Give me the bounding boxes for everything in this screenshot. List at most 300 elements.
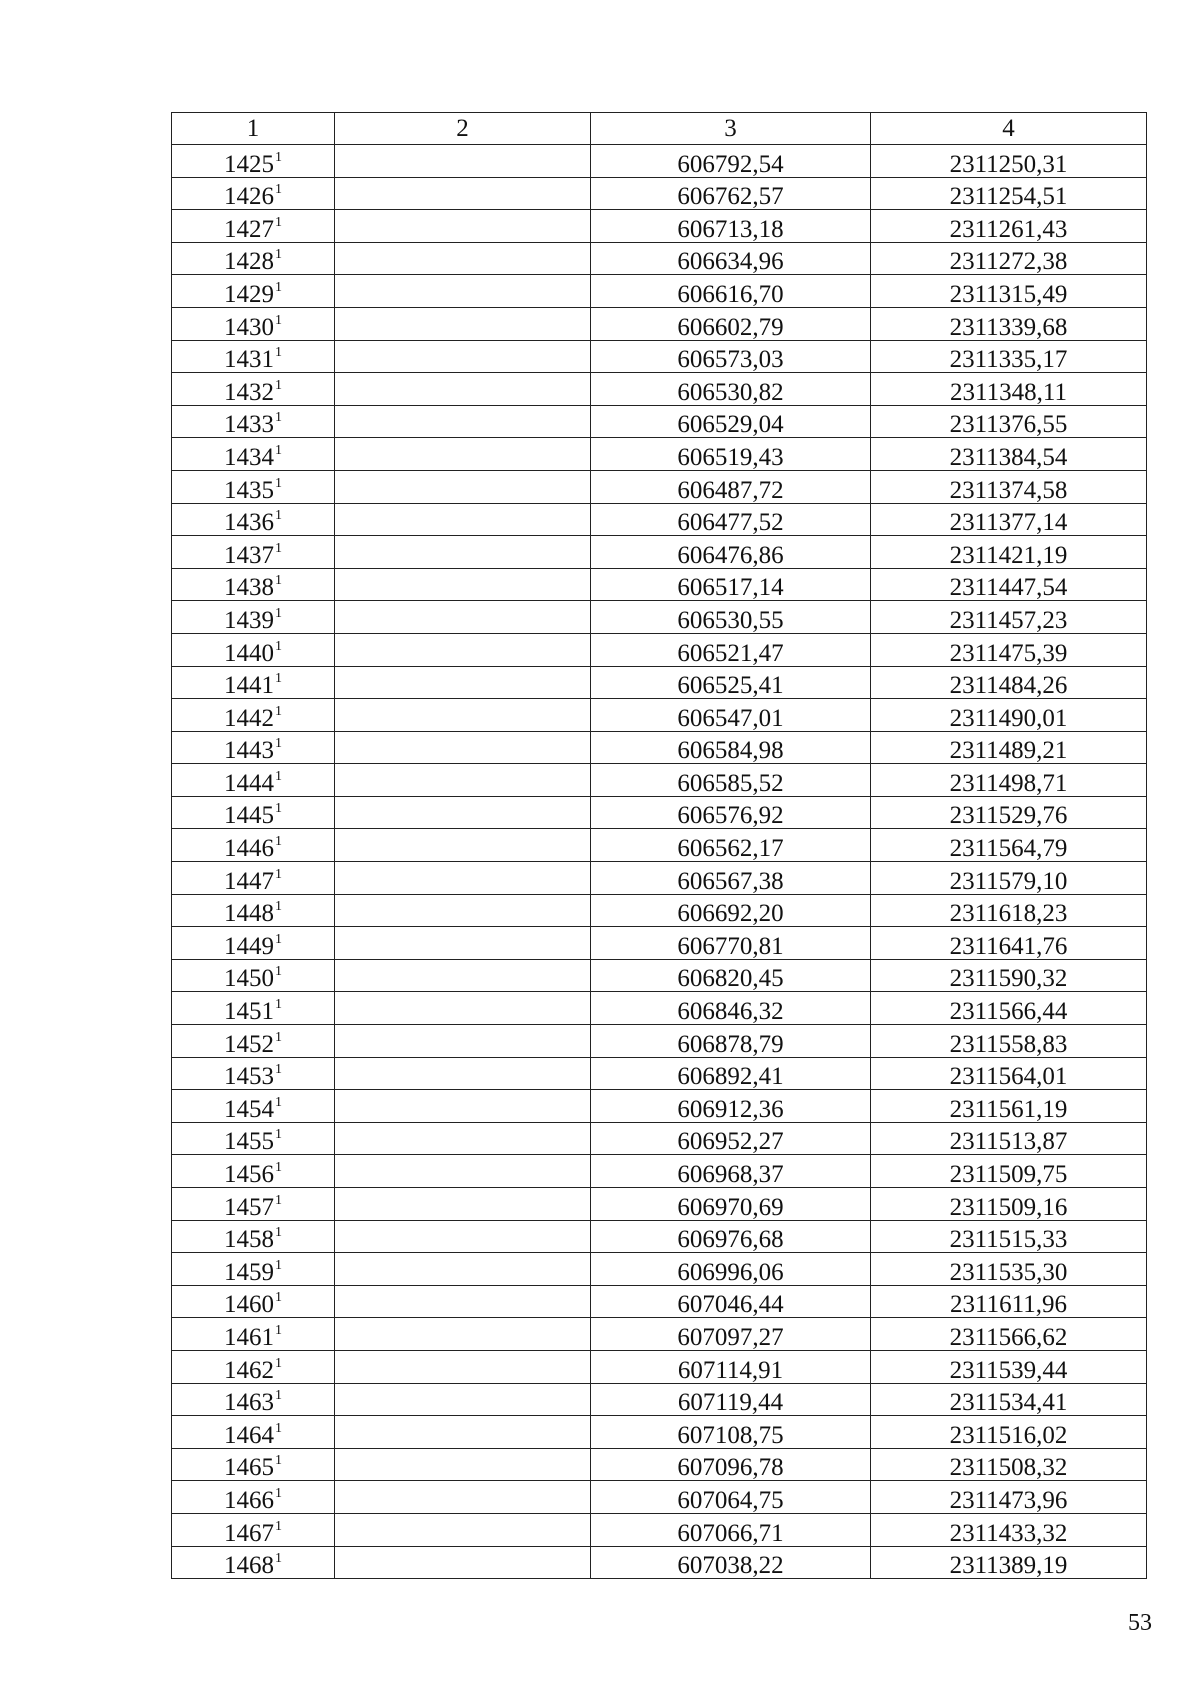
name-cell bbox=[335, 1546, 591, 1579]
y-coordinate-cell: 2311590,32 bbox=[871, 959, 1147, 992]
table-row bbox=[172, 1188, 1147, 1221]
y-coordinate-cell: 2311509,75 bbox=[871, 1155, 1147, 1188]
point-number-cell bbox=[172, 927, 335, 960]
name-cell bbox=[335, 1090, 591, 1123]
point-number-cell bbox=[172, 1546, 335, 1579]
point-number: 1448 bbox=[224, 900, 274, 927]
y-coordinate-cell: 2311473,96 bbox=[871, 1481, 1147, 1514]
point-number: 1457 bbox=[224, 1193, 274, 1221]
name-cell bbox=[335, 438, 591, 471]
x-coordinate-cell: 607066,71 bbox=[591, 1513, 871, 1546]
x-coordinate-cell: 606846,32 bbox=[591, 992, 871, 1025]
y-coordinate-cell: 2311513,87 bbox=[871, 1122, 1147, 1155]
y-coordinate-cell: 2311508,32 bbox=[871, 1448, 1147, 1481]
point-number-cell bbox=[172, 1416, 335, 1449]
name-cell bbox=[335, 862, 591, 895]
point-number: 1454 bbox=[224, 1095, 274, 1123]
y-coordinate-cell: 2311484,26 bbox=[871, 666, 1147, 699]
x-coordinate-cell: 606892,41 bbox=[591, 1057, 871, 1090]
y-coordinate-cell: 2311539,44 bbox=[871, 1350, 1147, 1383]
x-coordinate-cell: 607064,75 bbox=[591, 1481, 871, 1514]
point-number-cell bbox=[172, 536, 335, 569]
point-number: 1434 bbox=[224, 443, 274, 471]
y-coordinate-cell: 2311421,19 bbox=[871, 536, 1147, 569]
x-coordinate-cell: 606792,54 bbox=[591, 145, 871, 178]
point-number-cell bbox=[172, 731, 335, 764]
point-number: 1440 bbox=[224, 639, 274, 666]
point-number-cell bbox=[172, 145, 335, 178]
point-suffix: 1 bbox=[275, 1485, 282, 1501]
point-number: 1429 bbox=[224, 280, 274, 308]
y-coordinate-cell: 2311618,23 bbox=[871, 894, 1147, 927]
table-row bbox=[172, 1155, 1147, 1188]
point-number: 1453 bbox=[224, 1063, 274, 1090]
point-suffix: 1 bbox=[275, 214, 282, 230]
table-row bbox=[172, 373, 1147, 406]
point-suffix: 1 bbox=[275, 768, 282, 784]
table-row bbox=[172, 405, 1147, 438]
x-coordinate-cell: 606585,52 bbox=[591, 764, 871, 797]
column-header-2: 2 bbox=[335, 113, 591, 145]
point-number: 1443 bbox=[224, 737, 274, 764]
point-number: 1456 bbox=[224, 1161, 274, 1188]
x-coordinate-cell: 606521,47 bbox=[591, 633, 871, 666]
y-coordinate-cell: 2311534,41 bbox=[871, 1383, 1147, 1416]
name-cell bbox=[335, 340, 591, 373]
x-coordinate-cell: 606976,68 bbox=[591, 1220, 871, 1253]
table-row bbox=[172, 1318, 1147, 1351]
x-coordinate-cell: 606573,03 bbox=[591, 340, 871, 373]
name-cell bbox=[335, 731, 591, 764]
table-row bbox=[172, 1057, 1147, 1090]
point-number: 1430 bbox=[224, 313, 274, 341]
name-cell bbox=[335, 927, 591, 960]
x-coordinate-cell: 606476,86 bbox=[591, 536, 871, 569]
table-row bbox=[172, 699, 1147, 732]
table-row bbox=[172, 307, 1147, 340]
table-row bbox=[172, 927, 1147, 960]
table-row bbox=[172, 633, 1147, 666]
y-coordinate-cell: 2311261,43 bbox=[871, 210, 1147, 243]
name-cell bbox=[335, 177, 591, 210]
table-row bbox=[172, 1513, 1147, 1546]
point-number: 1431 bbox=[224, 346, 274, 373]
name-cell bbox=[335, 1188, 591, 1221]
page-number: 53 bbox=[1128, 1610, 1152, 1636]
x-coordinate-cell: 607038,22 bbox=[591, 1546, 871, 1579]
point-number-cell bbox=[172, 992, 335, 1025]
name-cell bbox=[335, 210, 591, 243]
point-suffix: 1 bbox=[275, 638, 282, 654]
name-cell bbox=[335, 145, 591, 178]
point-number: 1464 bbox=[224, 1421, 274, 1449]
y-coordinate-cell: 2311335,17 bbox=[871, 340, 1147, 373]
name-cell bbox=[335, 601, 591, 634]
name-cell bbox=[335, 1057, 591, 1090]
name-cell bbox=[335, 1416, 591, 1449]
point-number-cell bbox=[172, 1285, 335, 1318]
point-suffix: 1 bbox=[275, 345, 282, 361]
point-suffix: 1 bbox=[275, 475, 282, 491]
x-coordinate-cell: 606996,06 bbox=[591, 1253, 871, 1286]
y-coordinate-cell: 2311611,96 bbox=[871, 1285, 1147, 1318]
point-number-cell bbox=[172, 1383, 335, 1416]
point-suffix: 1 bbox=[275, 997, 282, 1013]
point-number-cell bbox=[172, 959, 335, 992]
y-coordinate-cell: 2311384,54 bbox=[871, 438, 1147, 471]
name-cell bbox=[335, 894, 591, 927]
name-cell bbox=[335, 699, 591, 732]
point-suffix: 1 bbox=[275, 866, 282, 882]
point-suffix: 1 bbox=[275, 279, 282, 295]
point-suffix: 1 bbox=[275, 312, 282, 328]
table-row bbox=[172, 992, 1147, 1025]
point-number: 1439 bbox=[224, 606, 274, 634]
header-row bbox=[172, 113, 1147, 145]
table-row bbox=[172, 275, 1147, 308]
point-number: 1460 bbox=[224, 1291, 274, 1318]
table-row bbox=[172, 764, 1147, 797]
coordinates-table bbox=[171, 112, 1147, 1579]
x-coordinate-cell: 606952,27 bbox=[591, 1122, 871, 1155]
point-number: 1444 bbox=[224, 769, 274, 797]
point-number: 1433 bbox=[224, 411, 274, 438]
table-row bbox=[172, 242, 1147, 275]
table-row bbox=[172, 1220, 1147, 1253]
y-coordinate-cell: 2311529,76 bbox=[871, 796, 1147, 829]
point-suffix: 1 bbox=[275, 671, 282, 687]
y-coordinate-cell: 2311509,16 bbox=[871, 1188, 1147, 1221]
point-number-cell bbox=[172, 862, 335, 895]
x-coordinate-cell: 606530,82 bbox=[591, 373, 871, 406]
table-header bbox=[172, 113, 1147, 145]
name-cell bbox=[335, 1383, 591, 1416]
point-number: 1458 bbox=[224, 1226, 274, 1253]
table-row bbox=[172, 666, 1147, 699]
point-number-cell bbox=[172, 1057, 335, 1090]
name-cell bbox=[335, 536, 591, 569]
point-number-cell bbox=[172, 894, 335, 927]
point-number: 1459 bbox=[224, 1258, 274, 1286]
x-coordinate-cell: 606762,57 bbox=[591, 177, 871, 210]
point-suffix: 1 bbox=[275, 1388, 282, 1404]
x-coordinate-cell: 606602,79 bbox=[591, 307, 871, 340]
point-suffix: 1 bbox=[275, 1453, 282, 1469]
point-number: 1437 bbox=[224, 541, 274, 569]
point-suffix: 1 bbox=[275, 410, 282, 426]
name-cell bbox=[335, 1350, 591, 1383]
column-header-1: 1 bbox=[172, 113, 335, 145]
point-number-cell bbox=[172, 373, 335, 406]
point-number-cell bbox=[172, 503, 335, 536]
point-suffix: 1 bbox=[275, 736, 282, 752]
table-row bbox=[172, 145, 1147, 178]
point-number-cell bbox=[172, 275, 335, 308]
table-row bbox=[172, 1285, 1147, 1318]
x-coordinate-cell: 606519,43 bbox=[591, 438, 871, 471]
column-header-3: 3 bbox=[591, 113, 871, 145]
name-cell bbox=[335, 1122, 591, 1155]
x-coordinate-cell: 606525,41 bbox=[591, 666, 871, 699]
y-coordinate-cell: 2311374,58 bbox=[871, 470, 1147, 503]
point-suffix: 1 bbox=[275, 1062, 282, 1078]
x-coordinate-cell: 606529,04 bbox=[591, 405, 871, 438]
point-number-cell bbox=[172, 699, 335, 732]
point-number-cell bbox=[172, 1155, 335, 1188]
y-coordinate-cell: 2311315,49 bbox=[871, 275, 1147, 308]
point-number: 1468 bbox=[224, 1552, 274, 1579]
y-coordinate-cell: 2311564,01 bbox=[871, 1057, 1147, 1090]
name-cell bbox=[335, 373, 591, 406]
point-number-cell bbox=[172, 307, 335, 340]
point-suffix: 1 bbox=[275, 508, 282, 524]
point-suffix: 1 bbox=[275, 1257, 282, 1273]
point-number: 1452 bbox=[224, 1030, 274, 1058]
point-number-cell bbox=[172, 1188, 335, 1221]
table-row bbox=[172, 1350, 1147, 1383]
y-coordinate-cell: 2311566,62 bbox=[871, 1318, 1147, 1351]
point-suffix: 1 bbox=[275, 1322, 282, 1338]
name-cell bbox=[335, 275, 591, 308]
point-suffix: 1 bbox=[275, 931, 282, 947]
point-suffix: 1 bbox=[275, 834, 282, 850]
x-coordinate-cell: 606968,37 bbox=[591, 1155, 871, 1188]
name-cell bbox=[335, 829, 591, 862]
name-cell bbox=[335, 992, 591, 1025]
y-coordinate-cell: 2311558,83 bbox=[871, 1025, 1147, 1058]
name-cell bbox=[335, 1513, 591, 1546]
y-coordinate-cell: 2311564,79 bbox=[871, 829, 1147, 862]
point-number-cell bbox=[172, 568, 335, 601]
y-coordinate-cell: 2311457,23 bbox=[871, 601, 1147, 634]
x-coordinate-cell: 607096,78 bbox=[591, 1448, 871, 1481]
table-row bbox=[172, 503, 1147, 536]
name-cell bbox=[335, 242, 591, 275]
table-row bbox=[172, 177, 1147, 210]
x-coordinate-cell: 606530,55 bbox=[591, 601, 871, 634]
table-row bbox=[172, 1090, 1147, 1123]
y-coordinate-cell: 2311376,55 bbox=[871, 405, 1147, 438]
point-number: 1450 bbox=[224, 965, 274, 992]
point-number-cell bbox=[172, 1513, 335, 1546]
name-cell bbox=[335, 1318, 591, 1351]
point-number: 1455 bbox=[224, 1128, 274, 1155]
point-number: 1463 bbox=[224, 1389, 274, 1416]
table-row bbox=[172, 1448, 1147, 1481]
table-row bbox=[172, 829, 1147, 862]
name-cell bbox=[335, 796, 591, 829]
point-suffix: 1 bbox=[275, 801, 282, 817]
x-coordinate-cell: 606562,17 bbox=[591, 829, 871, 862]
point-number-cell bbox=[172, 1220, 335, 1253]
name-cell bbox=[335, 1448, 591, 1481]
x-coordinate-cell: 607114,91 bbox=[591, 1350, 871, 1383]
y-coordinate-cell: 2311339,68 bbox=[871, 307, 1147, 340]
x-coordinate-cell: 607046,44 bbox=[591, 1285, 871, 1318]
y-coordinate-cell: 2311535,30 bbox=[871, 1253, 1147, 1286]
point-suffix: 1 bbox=[275, 1192, 282, 1208]
table-row bbox=[172, 536, 1147, 569]
point-number-cell bbox=[172, 764, 335, 797]
name-cell bbox=[335, 666, 591, 699]
point-number-cell bbox=[172, 1481, 335, 1514]
point-suffix: 1 bbox=[275, 540, 282, 556]
table-row bbox=[172, 894, 1147, 927]
table-row bbox=[172, 210, 1147, 243]
table-row bbox=[172, 1122, 1147, 1155]
point-number: 1462 bbox=[224, 1356, 274, 1384]
point-number: 1446 bbox=[224, 835, 274, 862]
name-cell bbox=[335, 1481, 591, 1514]
y-coordinate-cell: 2311579,10 bbox=[871, 862, 1147, 895]
y-coordinate-cell: 2311348,11 bbox=[871, 373, 1147, 406]
point-suffix: 1 bbox=[275, 605, 282, 621]
point-number-cell bbox=[172, 796, 335, 829]
point-number-cell bbox=[172, 1448, 335, 1481]
point-number: 1451 bbox=[224, 998, 274, 1025]
point-number-cell bbox=[172, 1025, 335, 1058]
y-coordinate-cell: 2311475,39 bbox=[871, 633, 1147, 666]
name-cell bbox=[335, 633, 591, 666]
point-number-cell bbox=[172, 405, 335, 438]
point-suffix: 1 bbox=[275, 964, 282, 980]
point-suffix: 1 bbox=[275, 1029, 282, 1045]
point-number: 1426 bbox=[224, 183, 274, 210]
point-number-cell bbox=[172, 633, 335, 666]
y-coordinate-cell: 2311272,38 bbox=[871, 242, 1147, 275]
point-number-cell bbox=[172, 829, 335, 862]
point-suffix: 1 bbox=[275, 1290, 282, 1306]
name-cell bbox=[335, 503, 591, 536]
table-row bbox=[172, 731, 1147, 764]
point-suffix: 1 bbox=[275, 1355, 282, 1371]
point-number-cell bbox=[172, 177, 335, 210]
y-coordinate-cell: 2311489,21 bbox=[871, 731, 1147, 764]
point-number: 1428 bbox=[224, 248, 274, 275]
y-coordinate-cell: 2311254,51 bbox=[871, 177, 1147, 210]
x-coordinate-cell: 606634,96 bbox=[591, 242, 871, 275]
point-suffix: 1 bbox=[275, 703, 282, 719]
x-coordinate-cell: 606713,18 bbox=[591, 210, 871, 243]
x-coordinate-cell: 606692,20 bbox=[591, 894, 871, 927]
name-cell bbox=[335, 764, 591, 797]
point-suffix: 1 bbox=[275, 899, 282, 915]
y-coordinate-cell: 2311498,71 bbox=[871, 764, 1147, 797]
point-number: 1438 bbox=[224, 574, 274, 601]
point-suffix: 1 bbox=[275, 1518, 282, 1534]
name-cell bbox=[335, 1253, 591, 1286]
table-row bbox=[172, 796, 1147, 829]
x-coordinate-cell: 606567,38 bbox=[591, 862, 871, 895]
y-coordinate-cell: 2311250,31 bbox=[871, 145, 1147, 178]
point-number: 1436 bbox=[224, 509, 274, 536]
point-number-cell bbox=[172, 1318, 335, 1351]
y-coordinate-cell: 2311447,54 bbox=[871, 568, 1147, 601]
x-coordinate-cell: 607119,44 bbox=[591, 1383, 871, 1416]
point-number: 1435 bbox=[224, 476, 274, 504]
point-suffix: 1 bbox=[275, 1420, 282, 1436]
table-row bbox=[172, 1025, 1147, 1058]
point-number-cell bbox=[172, 1253, 335, 1286]
point-number: 1461 bbox=[224, 1323, 274, 1351]
table-row bbox=[172, 959, 1147, 992]
point-suffix: 1 bbox=[275, 1551, 282, 1567]
x-coordinate-cell: 606584,98 bbox=[591, 731, 871, 764]
point-number: 1465 bbox=[224, 1454, 274, 1481]
point-number: 1441 bbox=[224, 672, 274, 699]
x-coordinate-cell: 606487,72 bbox=[591, 470, 871, 503]
table-row bbox=[172, 340, 1147, 373]
name-cell bbox=[335, 1155, 591, 1188]
table-row bbox=[172, 470, 1147, 503]
point-number: 1466 bbox=[224, 1486, 274, 1514]
table-row bbox=[172, 1383, 1147, 1416]
point-suffix: 1 bbox=[275, 1094, 282, 1110]
table-body bbox=[172, 145, 1147, 1579]
name-cell bbox=[335, 1285, 591, 1318]
point-number-cell bbox=[172, 340, 335, 373]
y-coordinate-cell: 2311490,01 bbox=[871, 699, 1147, 732]
x-coordinate-cell: 606770,81 bbox=[591, 927, 871, 960]
name-cell bbox=[335, 405, 591, 438]
point-number: 1425 bbox=[224, 150, 274, 178]
name-cell bbox=[335, 307, 591, 340]
name-cell bbox=[335, 470, 591, 503]
point-number-cell bbox=[172, 470, 335, 503]
y-coordinate-cell: 2311641,76 bbox=[871, 927, 1147, 960]
point-suffix: 1 bbox=[275, 1225, 282, 1241]
table-row bbox=[172, 1253, 1147, 1286]
point-suffix: 1 bbox=[275, 182, 282, 198]
x-coordinate-cell: 606547,01 bbox=[591, 699, 871, 732]
table-row bbox=[172, 1546, 1147, 1579]
point-number: 1467 bbox=[224, 1519, 274, 1547]
y-coordinate-cell: 2311515,33 bbox=[871, 1220, 1147, 1253]
table-row bbox=[172, 862, 1147, 895]
x-coordinate-cell: 606912,36 bbox=[591, 1090, 871, 1123]
y-coordinate-cell: 2311433,32 bbox=[871, 1513, 1147, 1546]
x-coordinate-cell: 606616,70 bbox=[591, 275, 871, 308]
point-number: 1447 bbox=[224, 867, 274, 895]
point-number: 1449 bbox=[224, 932, 274, 960]
y-coordinate-cell: 2311566,44 bbox=[871, 992, 1147, 1025]
point-suffix: 1 bbox=[275, 442, 282, 458]
point-suffix: 1 bbox=[275, 1127, 282, 1143]
y-coordinate-cell: 2311389,19 bbox=[871, 1546, 1147, 1579]
y-coordinate-cell: 2311377,14 bbox=[871, 503, 1147, 536]
point-number-cell bbox=[172, 1122, 335, 1155]
point-number-cell bbox=[172, 242, 335, 275]
point-number-cell bbox=[172, 666, 335, 699]
x-coordinate-cell: 607097,27 bbox=[591, 1318, 871, 1351]
point-number-cell bbox=[172, 1090, 335, 1123]
x-coordinate-cell: 606820,45 bbox=[591, 959, 871, 992]
point-number-cell bbox=[172, 601, 335, 634]
point-suffix: 1 bbox=[275, 149, 282, 165]
point-number: 1442 bbox=[224, 704, 274, 732]
point-number: 1427 bbox=[224, 215, 274, 243]
point-number-cell bbox=[172, 210, 335, 243]
name-cell bbox=[335, 1025, 591, 1058]
table-row bbox=[172, 1416, 1147, 1449]
x-coordinate-cell: 606970,69 bbox=[591, 1188, 871, 1221]
point-number: 1445 bbox=[224, 802, 274, 829]
x-coordinate-cell: 606517,14 bbox=[591, 568, 871, 601]
table-row bbox=[172, 568, 1147, 601]
point-suffix: 1 bbox=[275, 573, 282, 589]
point-number: 1432 bbox=[224, 378, 274, 406]
table-row bbox=[172, 438, 1147, 471]
